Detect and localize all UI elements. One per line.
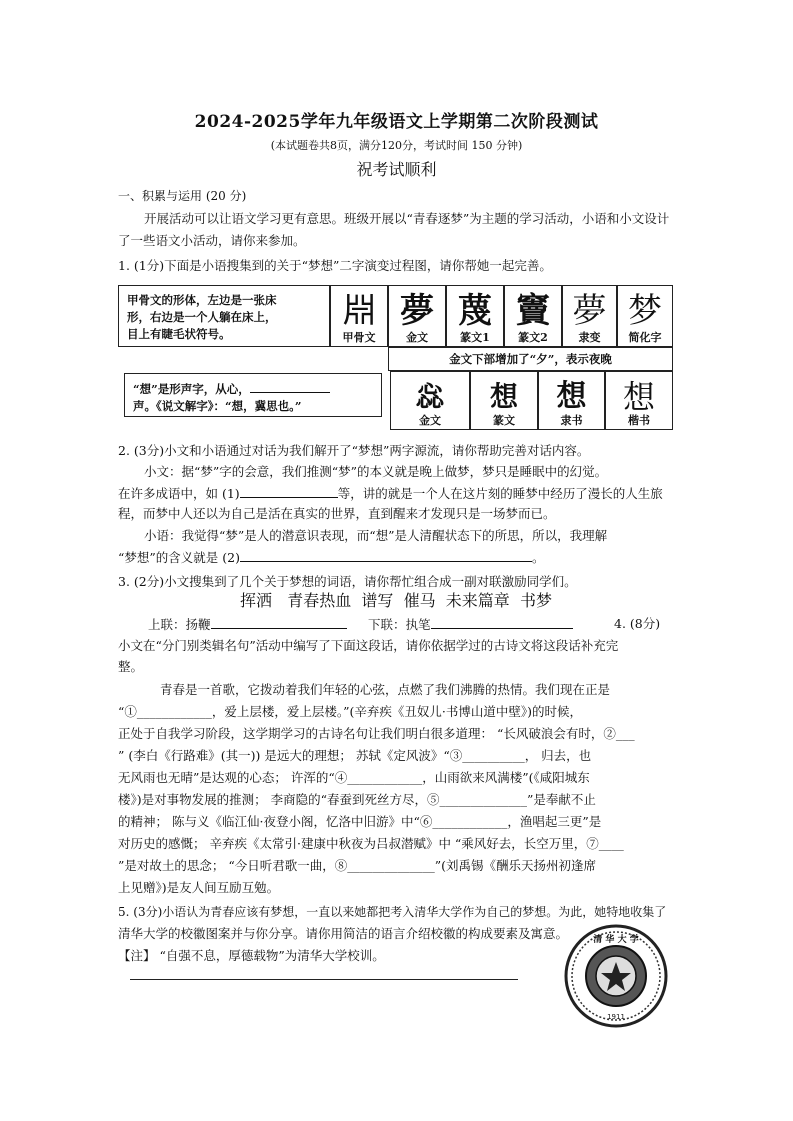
q4-stem: 整。 — [118, 659, 144, 674]
q2-dialog-line: 程，而梦中人还以为自己是活在真实的世界，直到醒来才发现只是一场梦而已。 — [118, 506, 556, 521]
xiang-caption: 篆文 — [493, 414, 515, 427]
q4-stem: 小文在“分门别类辑名句”活动中编写了下面这段话，请你依据学过的古诗文将这段话补充完 — [118, 638, 619, 653]
xiang-note-line: “想”是形声字，从心， — [133, 382, 250, 396]
section-heading: 一、积累与运用 (20 分) — [118, 189, 247, 203]
xiang-note-line: 声。《说文解字》：“想，冀思也。” — [133, 399, 302, 413]
xiang-caption: 隶书 — [560, 414, 583, 427]
meng-jinwen-note-text: 金文下部增加了“夕”，表示夜晚 — [449, 352, 612, 366]
emblem-year: 1911 — [607, 1013, 625, 1021]
q4-paragraph-line: 对历史的感慨； 辛弃疾《太常引·建康中秋夜为吕叔潜赋》中 “乘风好去，长空万里，⑦____ — [118, 836, 624, 851]
meng-caption: 篆文1 — [460, 331, 490, 344]
q5-answer-line[interactable] — [130, 979, 518, 980]
q2-dialog-line: 小文：据“梦”字的会意，我们推测“梦”的本义就是晚上做梦，梦只是睡眠中的幻觉。 — [144, 464, 608, 479]
q3-word-bank: 挥洒 青春热血 谱写 催马 未来篇章 书梦 — [240, 591, 552, 610]
emblem-icon — [564, 924, 668, 1028]
xiang-glyph: 想 — [622, 378, 655, 416]
xiang-lishu-cell — [538, 371, 605, 430]
meng-jinwen-cell — [388, 285, 446, 347]
q1-stem: 1. (1分)下面是小语搜集到的关于“梦想”二字演变过程图，请你帮她一起完善。 — [118, 258, 552, 273]
q4-paragraph-line: 无风雨也无晴”是达观的心态； 许浑的“④____________，山雨欲来风满楼”(《咸阳城东 — [118, 770, 590, 785]
q3-lower-label: 下联：执笔 — [368, 617, 431, 632]
meng-caption: 甲骨文 — [342, 331, 376, 344]
exam-wish: 祝考试顺利 — [356, 160, 437, 179]
section-intro-line2: 了一些语文小活动，请你来参加。 — [118, 233, 306, 248]
q4-paragraph-line: 楼》)是对事物发展的推测； 李商隐的“春蚕到死丝方尽，⑤______________”是奉献不止 — [118, 792, 596, 807]
q2-dialog-text: 。 — [531, 550, 545, 565]
q5-stem: 5. (3分)小语认为青春应该有梦想，一直以来她都把考入清华大学作为自己的梦想。为此，她特地收集了 — [118, 905, 667, 919]
q3-stem: 3. (2分)小文搜集到了几个关于梦想的词语，请你帮忙组合成一副对联激励同学们。 — [118, 574, 577, 589]
character-evolution-figure — [118, 285, 673, 430]
meng-note-line: 目上有睫毛状符号。 — [127, 327, 231, 341]
meng-glyph: 蔑 — [458, 291, 492, 331]
meng-caption: 简化字 — [628, 331, 662, 344]
q2-dialog-text: “梦想”的含义就是 (2) — [118, 550, 240, 565]
meng-caption: 篆文2 — [518, 331, 548, 344]
meng-origin-note — [118, 285, 330, 347]
xiang-origin-note — [124, 373, 382, 417]
meng-caption: 隶变 — [578, 331, 601, 344]
q4-paragraph-line: ”是对故土的思念； “今日听君歌一曲，⑧______________”(刘禹锡《酬乐天扬州初逢席 — [118, 858, 597, 873]
xiang-answer-blank[interactable] — [250, 378, 330, 393]
q2-dialog-text: 在许多成语中，如 (1) — [118, 486, 240, 501]
meng-jinwen-note — [388, 347, 673, 371]
meng-glyph: 竇 — [516, 291, 550, 331]
meng-jianhua-cell — [617, 285, 673, 347]
exam-title: 2024-2025学年九年级语文上学期第二次阶段测试 — [194, 112, 599, 132]
tsinghua-emblem — [564, 924, 668, 1028]
xiang-kaishu-cell — [605, 371, 673, 430]
xiang-glyph: 想 — [489, 380, 518, 413]
xiang-glyph: 惢 — [415, 380, 444, 413]
xiang-glyph: 想 — [556, 379, 587, 414]
meng-glyph: 夢 — [400, 291, 434, 331]
q3-lower-blank[interactable] — [431, 614, 573, 629]
q4-number: 4. (8分) — [614, 616, 661, 631]
meng-zhuanwen2-cell — [504, 285, 562, 347]
meng-jiaguwen-cell — [330, 285, 388, 347]
q2-blank-1[interactable] — [240, 483, 338, 498]
meng-note-line: 形，右边是一个人躺在床上， — [127, 310, 277, 324]
section-intro-line1: 开展活动可以让语文学习更有意思。班级开展以“青春逐梦”为主题的学习活动，小语和小文设计 — [144, 211, 670, 226]
xiang-jinwen-cell — [390, 371, 470, 430]
xiang-caption: 金文 — [419, 414, 441, 427]
meng-libian-cell — [562, 285, 617, 347]
q4-paragraph-line: ” (李白《行路难》(其一)) 是远大的理想； 苏轼《定风波》“③__________， 归去，也 — [118, 748, 592, 763]
meng-glyph: 夢 — [572, 291, 607, 331]
q2-dialog-line: 小语：我觉得“梦”是人的潜意识表现，而“想”是人清醒状态下的所思，所以，我理解 — [144, 528, 608, 543]
emblem-top-text: 清 华 大 学 — [593, 935, 639, 945]
q5-stem: 清华大学的校徽图案并与你分享。请你用简洁的语言介绍校徽的构成要素及寓意。 — [118, 926, 569, 941]
exam-subtitle: (本试题卷共8页，满分120分，考试时间 150 分钟) — [270, 139, 523, 152]
q2-blank-2[interactable] — [240, 547, 532, 562]
q4-paragraph-line: 正处于自我学习阶段，这学期学习的古诗名句让我们明白很多道理： “长风破浪会有时，②___ — [118, 726, 635, 741]
q4-paragraph-line: 上见赠》)是友人间互励互勉。 — [118, 880, 280, 895]
q4-paragraph-line: 的精神； 陈与义《临江仙·夜登小阁，忆洛中旧游》中“⑥____________，渔唱起三更”是 — [118, 814, 602, 829]
q5-note: 【注】 “自强不息，厚德载物”为清华大学校训。 — [118, 948, 385, 963]
q4-paragraph-line: “①____________，爱上层楼，爱上层楼。”(辛弃疾《丑奴儿·书博山道中壁》)的时候， — [118, 704, 583, 719]
q4-paragraph-line: 青春是一首歌，它拨动着我们年轻的心弦，点燃了我们沸腾的热情。我们现在正是 — [160, 682, 611, 697]
meng-zhuanwen1-cell — [446, 285, 504, 347]
meng-glyph: 𣶒 — [342, 291, 376, 331]
q3-upper-label: 上联：扬鞭 — [148, 617, 211, 632]
q2-stem: 2. (3分)小文和小语通过对话为我们解开了“梦想”两字源流，请你帮助完善对话内容。 — [118, 443, 590, 458]
q2-dialog-text: 等，讲的就是一个人在这片刻的睡梦中经历了漫长的人生旅 — [337, 486, 663, 501]
meng-note-line: 甲骨文的形体，左边是一张床 — [127, 293, 277, 307]
xiang-caption: 楷书 — [628, 414, 650, 427]
q3-upper-blank[interactable] — [211, 614, 347, 629]
meng-glyph: 梦 — [628, 291, 662, 331]
meng-caption: 金文 — [406, 331, 428, 344]
xiang-zhuanwen-cell — [470, 371, 538, 430]
